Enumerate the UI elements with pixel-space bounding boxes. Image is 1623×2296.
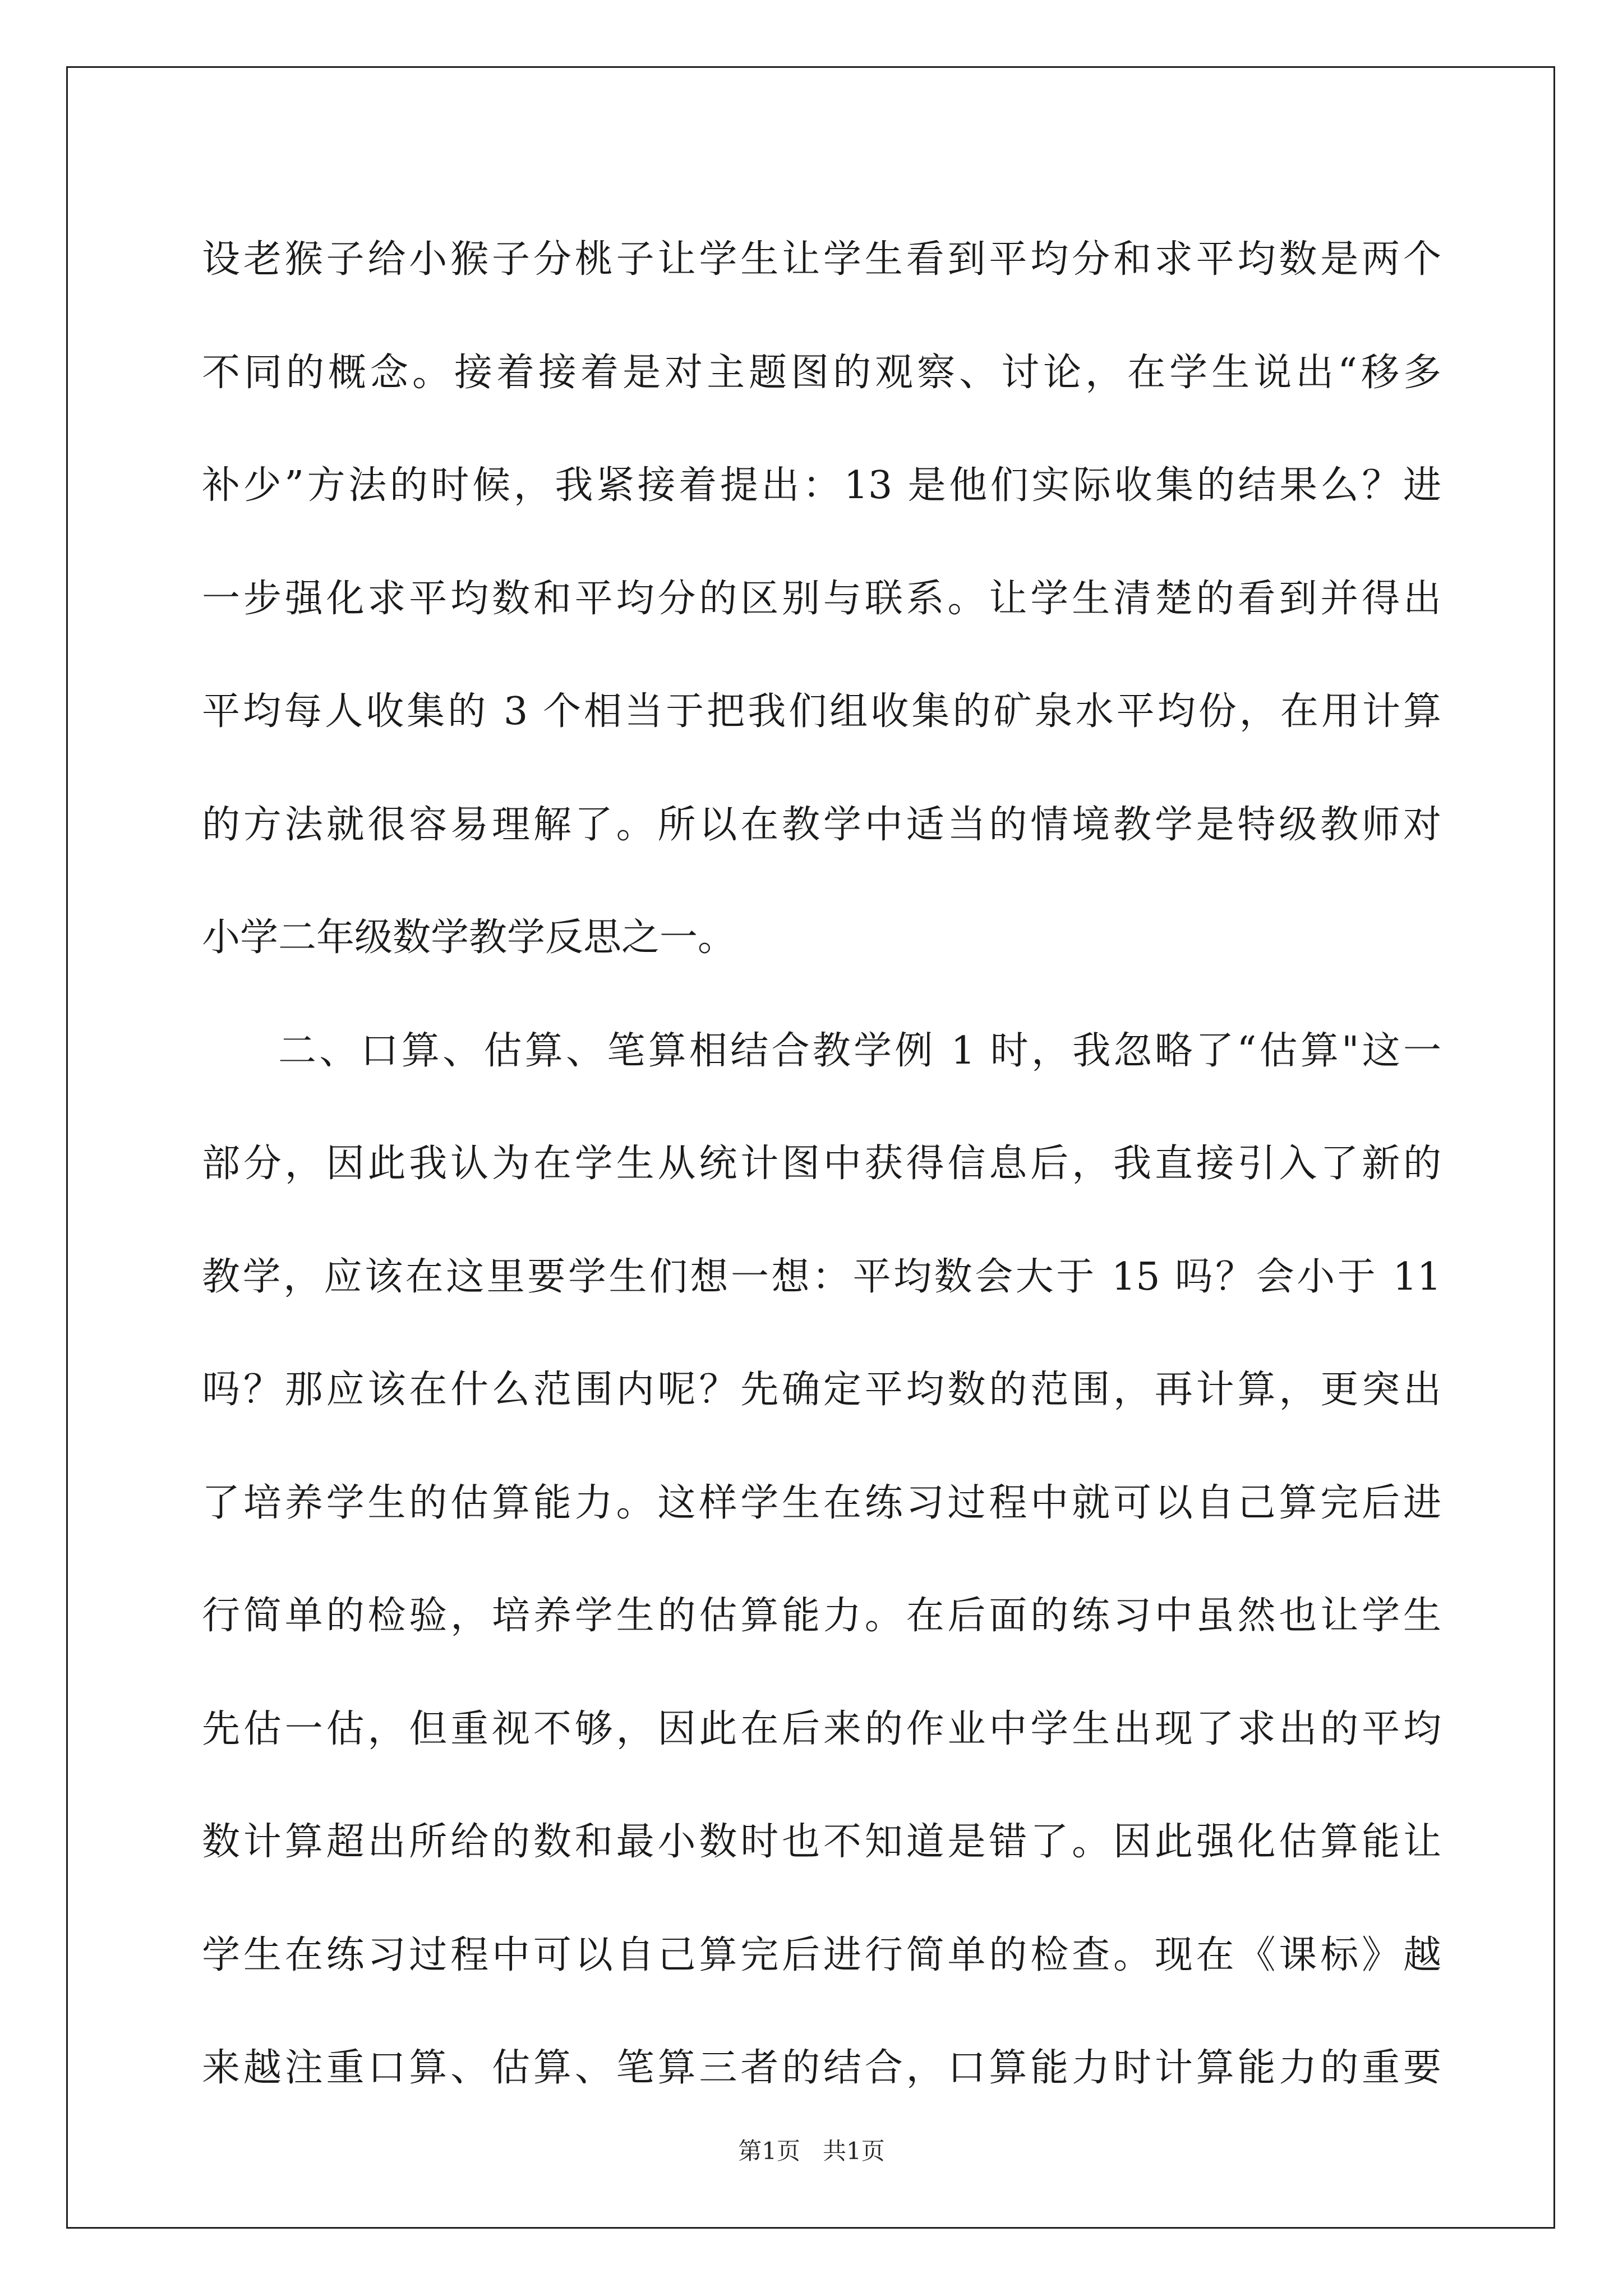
text-line-10: 教学，应该在这里要学生们想一想：平均数会大于 15 吗？会小于 11	[202, 1254, 1441, 1299]
text-line-2: 不同的概念。接着接着是对主题图的观察、讨论，在学生说出“移多	[202, 350, 1441, 395]
text-line-5: 平均每人收集的 3 个相当于把我们组收集的矿泉水平均份，在用计算	[202, 689, 1441, 734]
text-line-4: 一步强化求平均数和平均分的区别与联系。让学生清楚的看到并得出	[202, 576, 1441, 621]
page-number: 第1页	[738, 2137, 800, 2165]
text-line-17: 来越注重口算、估算、笔算三者的结合，口算能力时计算能力的重要	[202, 2046, 1441, 2090]
document-body	[202, 203, 1441, 2125]
page-total: 共1页	[823, 2137, 885, 2165]
text-line-15: 数计算超出所给的数和最小数时也不知道是错了。因此强化估算能让	[202, 1820, 1441, 1864]
text-line-8: 二、口算、估算、笔算相结合教学例 1 时，我忽略了“估算"这一	[278, 1028, 1441, 1073]
text-line-7: 小学二年级数学教学反思之一。	[202, 915, 736, 960]
text-line-9: 部分，因此我认为在学生从统计图中获得信息后，我直接引入了新的	[202, 1142, 1441, 1186]
text-line-1: 设老猴子给小猴子分桃子让学生让学生看到平均分和求平均数是两个	[202, 237, 1441, 282]
text-line-13: 行简单的检验，培养学生的估算能力。在后面的练习中虽然也让学生	[202, 1594, 1441, 1638]
text-line-11: 吗？那应该在什么范围内呢？先确定平均数的范围，再计算，更突出	[202, 1368, 1441, 1412]
text-line-16: 学生在练习过程中可以自己算完后进行简单的检查。现在《课标》越	[202, 1932, 1441, 1977]
page-footer	[0, 2137, 1623, 2165]
text-line-12: 了培养学生的估算能力。这样学生在练习过程中就可以自己算完后进	[202, 1480, 1441, 1525]
text-line-3: 补少”方法的时候，我紧接着提出：13 是他们实际收集的结果么？进	[202, 463, 1441, 508]
text-line-14: 先估一估，但重视不够，因此在后来的作业中学生出现了求出的平均	[202, 1706, 1441, 1751]
text-line-6: 的方法就很容易理解了。所以在教学中适当的情境教学是特级教师对	[202, 802, 1441, 847]
